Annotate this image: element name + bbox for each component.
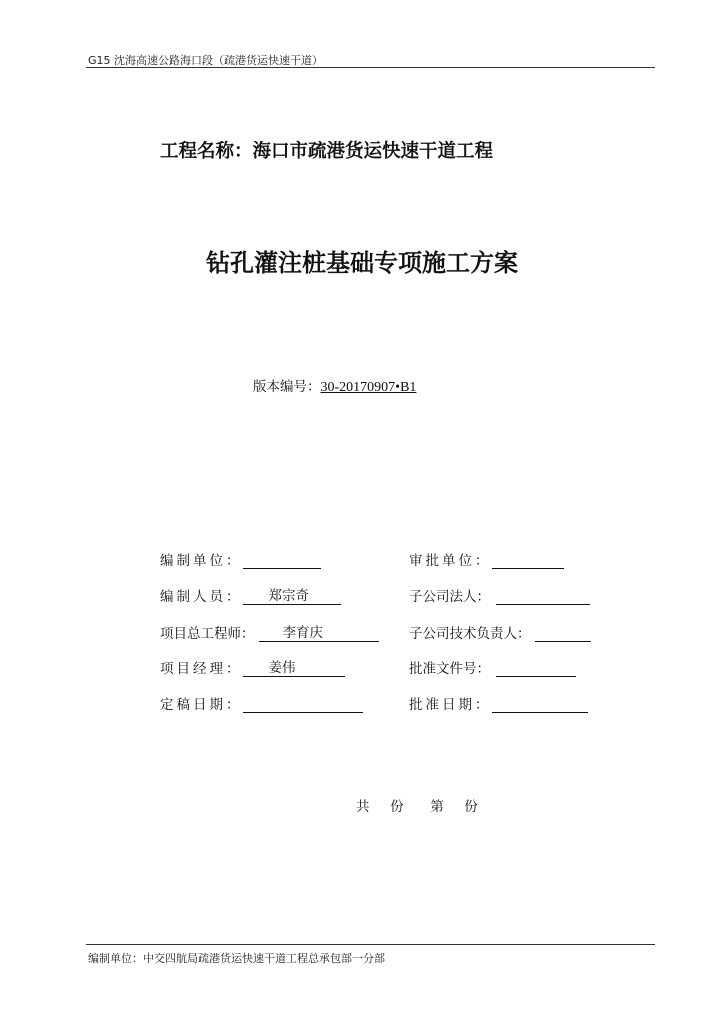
field-sub-legal	[409, 585, 590, 605]
field-chief-engineer	[160, 622, 379, 642]
field-value	[243, 696, 363, 713]
field-value	[492, 552, 564, 569]
field-value	[243, 552, 321, 569]
version-line	[253, 375, 416, 396]
field-final-date	[160, 693, 363, 713]
field-label: 项目经理：	[160, 661, 243, 677]
page-footer: 编制单位：中交四航局疏港货运快速干道工程总承包部一分部	[88, 952, 385, 965]
field-approval-doc-no	[409, 657, 576, 677]
field-value: 姜伟	[243, 660, 345, 677]
document-title: 钻孔灌注桩基础专项施工方案	[206, 248, 518, 277]
field-label: 审批单位：	[409, 553, 492, 569]
project-name-label: 工程名称：	[160, 141, 253, 162]
field-value	[535, 625, 591, 642]
field-label: 批准日期：	[409, 697, 492, 713]
project-name-line	[160, 137, 493, 163]
field-approval-date	[409, 693, 588, 713]
footer-divider	[86, 944, 655, 945]
copies-unit: 份	[390, 799, 404, 815]
field-value	[496, 660, 576, 677]
copies-total-label: 共	[356, 799, 370, 815]
field-prep-person	[160, 585, 341, 605]
header-divider	[86, 67, 655, 68]
field-value	[492, 696, 588, 713]
field-value	[496, 588, 590, 605]
field-label: 定稿日期：	[160, 697, 243, 713]
field-sub-tech-lead	[409, 622, 591, 642]
field-value: 郑宗奇	[243, 588, 341, 605]
field-label: 项目总工程师：	[160, 626, 255, 642]
field-label: 编制单位：	[160, 553, 243, 569]
field-value: 李育庆	[259, 625, 379, 642]
version-label: 版本编号：	[253, 379, 321, 395]
page-header: G15 沈海高速公路海口段（疏港货运快速干道）	[88, 54, 324, 67]
field-label: 子公司法人：	[409, 589, 490, 605]
field-review-unit	[409, 549, 564, 569]
copies-line	[356, 795, 478, 815]
field-label: 子公司技术负责人：	[409, 626, 531, 642]
copies-nth-label: 第	[430, 799, 444, 815]
field-label: 批准文件号：	[409, 661, 490, 677]
field-prep-unit	[160, 549, 321, 569]
project-name-value: 海口市疏港货运快速干道工程	[252, 141, 494, 162]
version-value: 30-20170907•B1	[320, 380, 417, 395]
field-project-manager	[160, 657, 345, 677]
field-label: 编制人员：	[160, 589, 243, 605]
copies-unit: 份	[464, 799, 478, 815]
